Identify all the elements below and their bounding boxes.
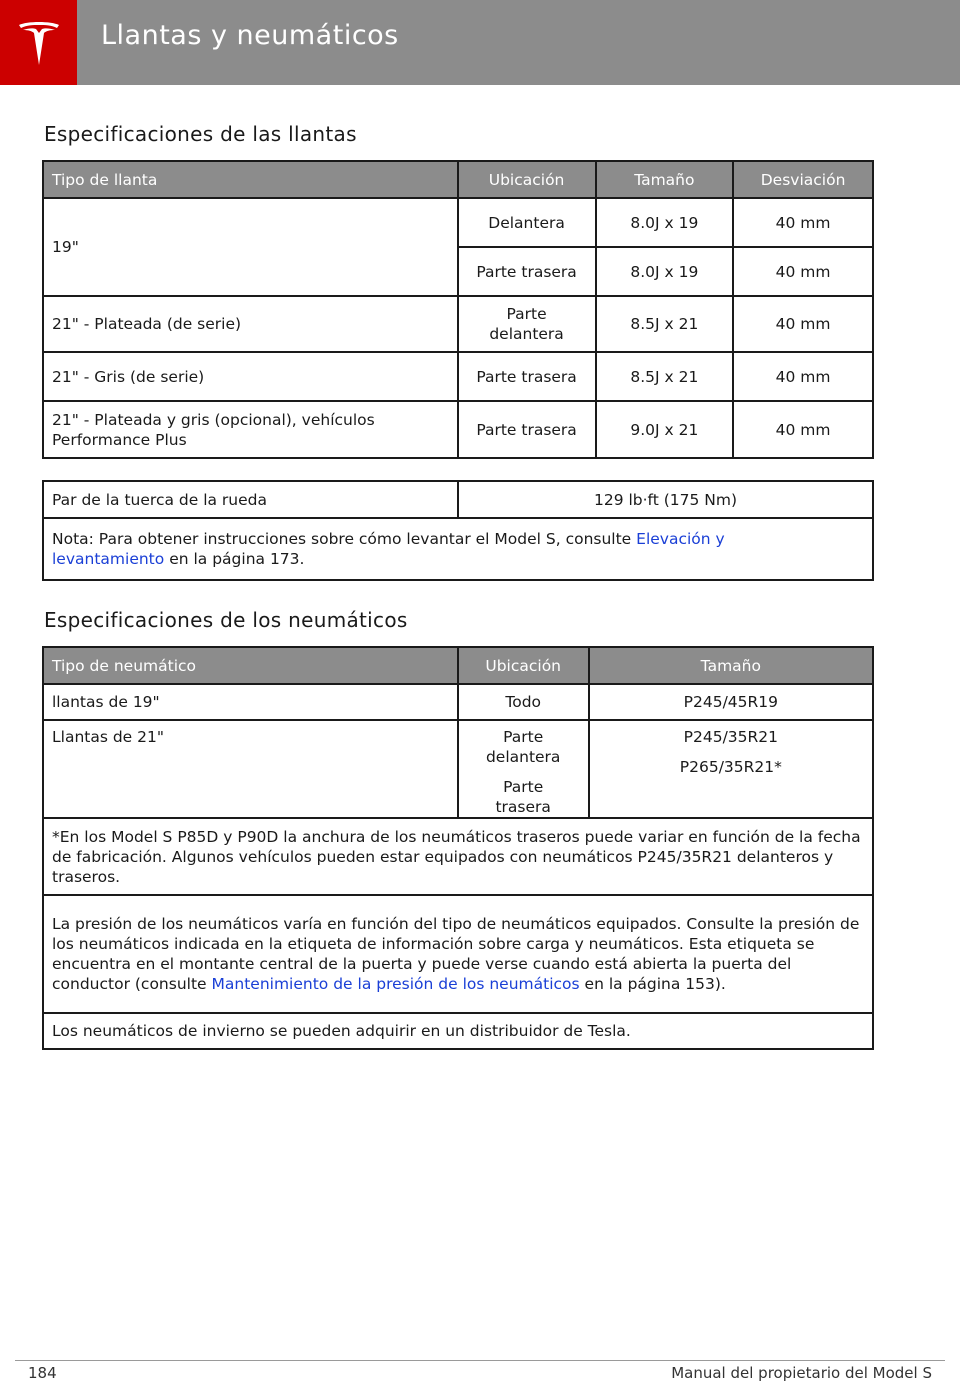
torque-table <box>42 480 874 581</box>
table-row <box>43 1013 873 1049</box>
tire-footnote: *En los Model S P85D y P90D la anchura de los neumáticos traseros puede variar en función de la fecha de fabricación. Algunos vehículos pueden estar equipados con neumáticos P245/35R21 delanteros y traseros. <box>43 818 873 895</box>
page-title: Llantas y neumáticos <box>101 20 399 51</box>
column-header: Ubicación <box>458 161 596 198</box>
table-cell: 40 mm <box>733 296 873 352</box>
table-cell: 40 mm <box>733 401 873 458</box>
note-text: en la página 173. <box>169 550 305 568</box>
table-cell: llantas de 19" <box>43 684 458 720</box>
table-row <box>43 352 873 401</box>
column-header: Tipo de neumático <box>43 647 458 684</box>
table-cell: Todo <box>458 684 589 720</box>
manual-title: Manual del propietario del Model S <box>671 1364 932 1382</box>
column-header: Desviación <box>733 161 873 198</box>
table-cell: 40 mm <box>733 352 873 401</box>
tesla-logo-icon <box>17 19 61 67</box>
wheel-specs-title: Especificaciones de las llantas <box>44 122 357 146</box>
column-header: Tamaño <box>589 647 873 684</box>
table-row <box>43 198 873 247</box>
column-header: Tamaño <box>596 161 734 198</box>
wheel-specs-table <box>42 160 874 459</box>
page-header <box>0 0 960 85</box>
footer-divider <box>15 1360 945 1361</box>
size-front: P245/35R21 <box>683 728 779 746</box>
table-row <box>43 895 873 1013</box>
table-cell: 40 mm <box>733 247 873 296</box>
table-cell: 9.0J x 21 <box>596 401 734 458</box>
table-row <box>43 296 873 352</box>
column-header: Ubicación <box>458 647 589 684</box>
note-text: en la página 153). <box>584 975 726 993</box>
table-row <box>43 481 873 518</box>
torque-label: Par de la tuerca de la rueda <box>43 481 458 518</box>
winter-tire-note: Los neumáticos de invierno se pueden adquirir en un distribuidor de Tesla. <box>43 1013 873 1049</box>
table-cell: 8.0J x 19 <box>596 198 734 247</box>
table-cell: P245/45R19 <box>589 684 873 720</box>
note-text: La presión de los neumáticos varía en función del tipo de neumáticos equipados. Consulte la presión de los neumáticos indicada en la etiqueta de información sobre carga y neumáticos. Esta etiqueta se encuentra en el montante central de la puerta y puede verse cuando está abierta la puerta del conductor (consulte <box>52 915 860 993</box>
table-header-row <box>43 647 873 684</box>
location-front: Parte delantera <box>485 728 561 766</box>
table-row <box>43 518 873 580</box>
table-cell: 21" - Plateada (de serie) <box>43 296 458 352</box>
table-cell: 21" - Plateada y gris (opcional), vehículos Performance Plus <box>43 401 458 458</box>
tire-pressure-link[interactable]: Mantenimiento de la presión de los neumáticos <box>211 975 580 993</box>
tire-pressure-note <box>43 895 873 1013</box>
table-cell: 21" - Gris (de serie) <box>43 352 458 401</box>
table-cell: Llantas de 21" <box>43 720 458 818</box>
table-cell: 40 mm <box>733 198 873 247</box>
table-row <box>43 818 873 895</box>
location-rear: Parte trasera <box>495 778 551 816</box>
table-header-row <box>43 161 873 198</box>
table-cell <box>589 720 873 818</box>
table-cell <box>458 720 589 818</box>
lifting-link[interactable]: Elevación y levantamiento <box>52 530 725 568</box>
page-number: 184 <box>28 1364 57 1382</box>
table-cell: 8.5J x 21 <box>596 296 734 352</box>
table-cell: Delantera <box>458 198 596 247</box>
tire-specs-table <box>42 646 874 1050</box>
note-text: Nota: Para obtener instrucciones sobre cómo levantar el Model S, consulte <box>52 530 632 548</box>
table-cell: 8.0J x 19 <box>596 247 734 296</box>
table-row <box>43 401 873 458</box>
size-rear: P265/35R21* <box>679 758 782 776</box>
torque-value: 129 lb·ft (175 Nm) <box>458 481 873 518</box>
table-cell: Parte trasera <box>458 247 596 296</box>
table-cell: 8.5J x 21 <box>596 352 734 401</box>
table-cell: Parte trasera <box>458 401 596 458</box>
table-row <box>43 684 873 720</box>
torque-note <box>43 518 873 580</box>
table-row <box>43 720 873 818</box>
table-cell: Parte delantera <box>458 296 596 352</box>
tire-specs-title: Especificaciones de los neumáticos <box>44 608 408 632</box>
table-cell: 19" <box>43 198 458 296</box>
tesla-logo <box>0 0 77 85</box>
column-header: Tipo de llanta <box>43 161 458 198</box>
table-cell: Parte trasera <box>458 352 596 401</box>
